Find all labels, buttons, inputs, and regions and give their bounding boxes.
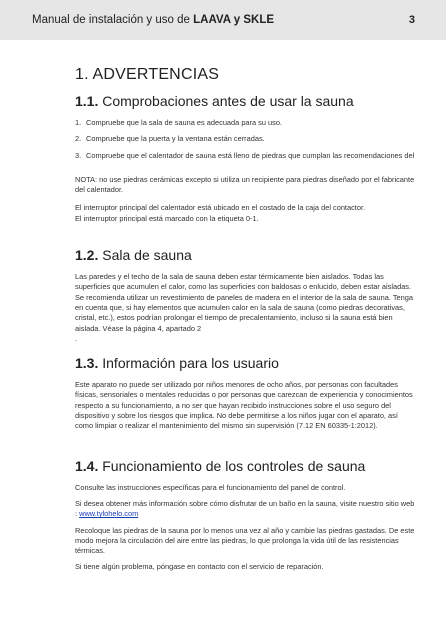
section-title: Información para los usuario: [98, 355, 279, 372]
list-item-text: Compruebe que la sala de sauna es adecuada para su uso.: [86, 118, 282, 127]
header-product: LAAVA y SKLE: [193, 14, 275, 26]
list-item-number: 1.: [75, 118, 82, 127]
section-heading-1-1: [75, 91, 415, 111]
section-number: 1.4.: [75, 457, 99, 474]
page-header: [0, 0, 446, 40]
list-item-text: Compruebe que la puerta y la ventana están cerradas.: [86, 134, 265, 144]
service-paragraph: Si tiene algún problema, póngase en contacto con el servicio de reparación.: [75, 562, 324, 572]
website-paragraph: [75, 499, 415, 520]
switch-location-paragraph: El interruptor principal del calentador está ubicado en el costado de la caja del contactor.: [75, 203, 366, 213]
list-item-number: 2.: [75, 134, 82, 144]
section-title: Sala de sauna: [98, 247, 192, 264]
section-number: 1.1.: [75, 93, 99, 109]
website-link[interactable]: www.tylohelo.com: [79, 509, 139, 519]
section-number: 1.2.: [75, 247, 99, 264]
user-information-paragraph: Este aparato no puede ser utilizado por niños menores de ocho años, por personas con facultades físicas, sensoriales o mentales reducidas o por personas que carezcan de experiencia y conocimientos respecto a su funcionamiento, a no ser que hayan recibido instrucciones sobre el uso seguro del dispositivo y sobre los riesgos que implica. No debe permitirse a los niños jugar con el aparato, así como limpiar o realizar el mantenimiento del mismo sin supervisión (7.12 EN 60335-1:2012).: [75, 380, 413, 431]
section-title: Funcionamiento de los controles de sauna: [98, 457, 366, 474]
list-item: [75, 118, 415, 128]
section-heading-1-4: [75, 456, 415, 476]
section-heading-1-3: [75, 353, 415, 373]
header-prefix: Manual de instalación y uso de: [32, 14, 194, 26]
control-panel-paragraph: Consulte las instrucciones específicas para el funcionamiento del panel de control.: [75, 482, 346, 492]
switch-label-paragraph: El interruptor principal está marcado con la etiqueta 0-1.: [75, 213, 259, 223]
trailing-period: .: [75, 333, 78, 343]
section-heading-advertencias: 1. ADVERTENCIAS: [75, 66, 220, 83]
header-title: [32, 14, 274, 26]
website-prefix: Si desea obtener más información sobre cómo disfrutar de un baño en la sauna, visite nuestro sitio web :: [75, 498, 415, 519]
list-item: [75, 134, 415, 144]
checklist: [75, 118, 415, 161]
list-item-text: Compruebe que el calentador de sauna está lleno de piedras que cumplan las recomendaciones del: [86, 150, 415, 160]
page-number: 3: [408, 14, 415, 26]
list-item: [75, 151, 415, 161]
sauna-room-paragraph: Las paredes y el techo de la sala de sauna deben estar térmicamente bien aislados. Todas las superficies que acumulen el calor, como las superficies con baldosas o enlucido, deben estar aisladas. Se recomienda utilizar un revestimiento de paneles de madera en el interior de la sala de sauna. Tenga en cuenta que, si hay elementos que acumulen calor en la sala de sauna (como piedras decorativas, cristal, etc.), estos podrían prolongar el tiempo de precalentamiento, incluso si la sauna está bien aislada. Véase la página 4, apartado 2: [75, 272, 413, 333]
document-body: [75, 64, 415, 573]
section-title: Comprobaciones antes de usar la sauna: [98, 93, 354, 109]
section-heading-1-2: [75, 245, 415, 265]
stones-paragraph: Recoloque las piedras de la sauna por lo menos una vez al año y cambie las piedras gastadas. De este modo mejora la circulación del aire entre las piedras, lo que prolonga la vida útil de las resistencias térmicas.: [75, 525, 415, 556]
note-paragraph: NOTA: no use piedras cerámicas excepto si utiliza un recipiente para piedras diseñado por el fabricante del calentador.: [75, 174, 415, 195]
section-number: 1.3.: [75, 355, 99, 372]
list-item-number: 3.: [75, 150, 82, 160]
